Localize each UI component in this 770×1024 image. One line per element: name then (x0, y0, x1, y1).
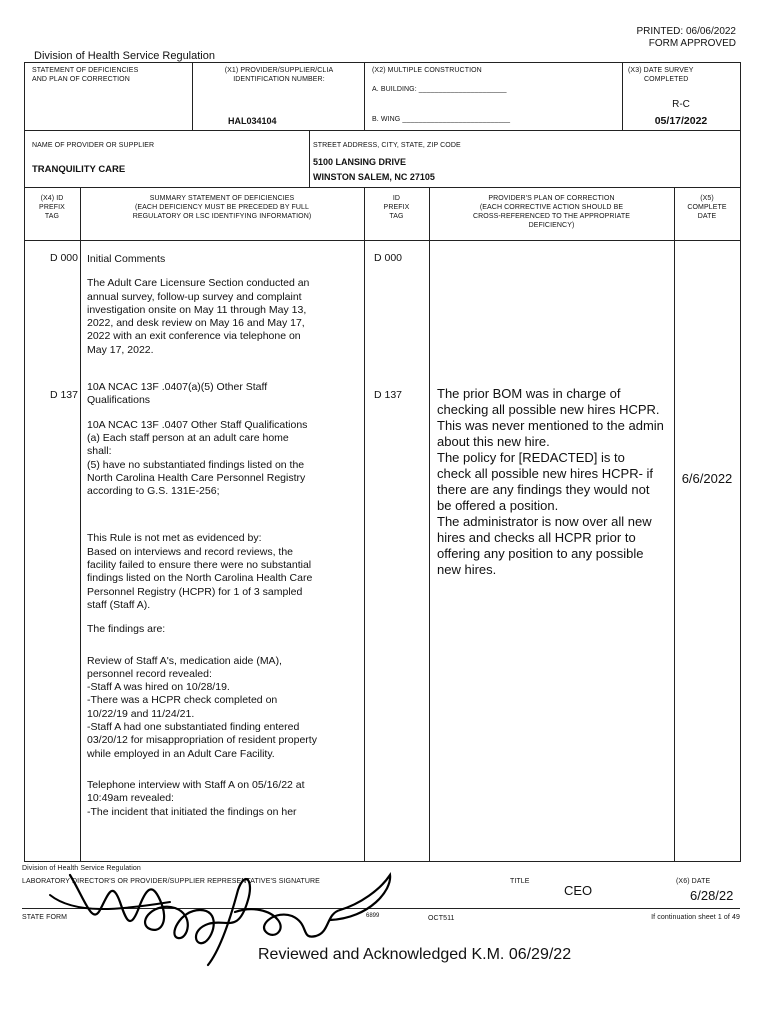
continuation-sheet: If continuation sheet 1 of 49 (651, 914, 740, 921)
building-label: A. BUILDING: ______________________ (372, 86, 507, 93)
d137-phone: Telephone interview with Staff A on 05/16/22 at 10:49am revealed: -The incident that initiated the findings on her (87, 778, 305, 818)
d137-review: Review of Staff A's, medication aide (MA), personnel record revealed: -Staff A was hired on 10/28/19. -There was a HCPR check completed on 10/22/19 and 11/24/21. -Staff A had one substantiated finding entered 03/20/12 for misappropriation of resident property while employed in an Adult Care Facility. (87, 654, 317, 760)
d000-text: The Adult Care Licensure Section conducted an annual survey, follow-up survey and complaint investigation onsite on May 11 through May 13, 2022, and desk review on May 16 and May 17, 2022 with an exit conference via telephone on May 17, 2022. (87, 277, 310, 356)
plan-header: PROVIDER'S PLAN OF CORRECTION (EACH CORRECTIVE ACTION SHOULD BE CROSS-REFERENCED TO THE APPROPRIATE DEFICIENCY) (472, 195, 630, 229)
x3-label: (X3) DATE SURVEY COMPLETED (628, 67, 694, 83)
address-line2: WINSTON SALEM, NC 27105 (313, 172, 435, 182)
d000-right-tag: D 000 (374, 252, 403, 264)
form-code: 6899 (366, 913, 380, 919)
printed-date: PRINTED: 06/06/2022 (636, 26, 736, 37)
d000-tag: D 000 (49, 252, 78, 264)
d137-right-tag: D 137 (374, 389, 403, 401)
address-label: STREET ADDRESS, CITY, STATE, ZIP CODE (313, 142, 461, 149)
form-approved: FORM APPROVED (648, 38, 736, 49)
deficiency-text (87, 253, 362, 830)
x4-header: (X4) ID PREFIX TAG (39, 195, 65, 220)
lab-director-label: LABORATORY DIRECTOR'S OR PROVIDER/SUPPLIER REPRESENTATIVE'S SIGNATURE (22, 878, 320, 885)
footer-division: Division of Health Service Regulation (22, 865, 141, 872)
state-form: STATE FORM (22, 914, 68, 921)
statement-label: STATEMENT OF DEFICIENCIES AND PLAN OF CORRECTION (32, 67, 139, 83)
title-label: TITLE (510, 878, 530, 885)
provider-name: TRANQUILITY CARE (32, 164, 126, 175)
x6-label: (X6) DATE (676, 878, 711, 885)
plan-of-correction-text: The prior BOM was in charge of checking all possible new hires HCPR. This was never mentioned to the admin about this new hire. The policy for [REDACTED] is to check all possible new hires HCPR- if there are any findings they would not be offered a position. The administrator is now over all new hires and checks all HCPR prior to offering any position to any possible new hires. (437, 386, 664, 577)
provider-label: NAME OF PROVIDER OR SUPPLIER (32, 142, 155, 149)
division-header: Division of Health Service Regulation (34, 50, 215, 62)
d137-notmet: This Rule is not met as evidenced by: Based on interviews and record reviews, the facility failed to ensure there were no substantial findings listed on the North Carolina Health Care Personnel Registry (HCPR) for 1 of 3 sampled staff (Staff A). (87, 532, 313, 611)
x3-rc: R-C (672, 99, 690, 110)
summary-header: SUMMARY STATEMENT OF DEFICIENCIES (EACH DEFICIENCY MUST BE PRECEDED BY FULL REGULATORY OR LSC IDENTIFYING INFORMATION) (132, 195, 312, 220)
x5-header: (X5) COMPLETE DATE (687, 195, 727, 220)
reviewed-acknowledged: Reviewed and Acknowledged K.M. 06/29/22 (258, 946, 572, 963)
x1-label: (X1) PROVIDER/SUPPLIER/CLIA IDENTIFICATION NUMBER: (224, 67, 334, 83)
d137-title: 10A NCAC 13F .0407(a)(5) Other Staff Qualifications (87, 381, 268, 407)
x3-date: 05/17/2022 (654, 115, 708, 127)
x2-label: (X2) MULTIPLE CONSTRUCTION (372, 67, 482, 74)
d000-title: Initial Comments (87, 253, 166, 265)
id-header: ID PREFIX TAG (383, 195, 410, 220)
d137-rule: 10A NCAC 13F .0407 Other Staff Qualifications (a) Each staff person at an adult care home shall: (5) have no substantiated findings listed on the North Carolina Health Care Personnel Registry according to G.S. 131E-256; (87, 418, 308, 498)
address-line1: 5100 LANSING DRIVE (313, 157, 407, 167)
wing-label: B. WING ___________________________ (372, 116, 511, 123)
x6-date: 6/28/22 (690, 888, 734, 903)
title-value: CEO (564, 883, 593, 898)
complete-date: 6/6/2022 (681, 471, 733, 486)
form-id: OCT511 (428, 915, 455, 922)
x1-value: HAL034104 (228, 116, 277, 126)
d137-findings: The findings are: (87, 623, 166, 636)
d137-tag: D 137 (49, 389, 78, 401)
